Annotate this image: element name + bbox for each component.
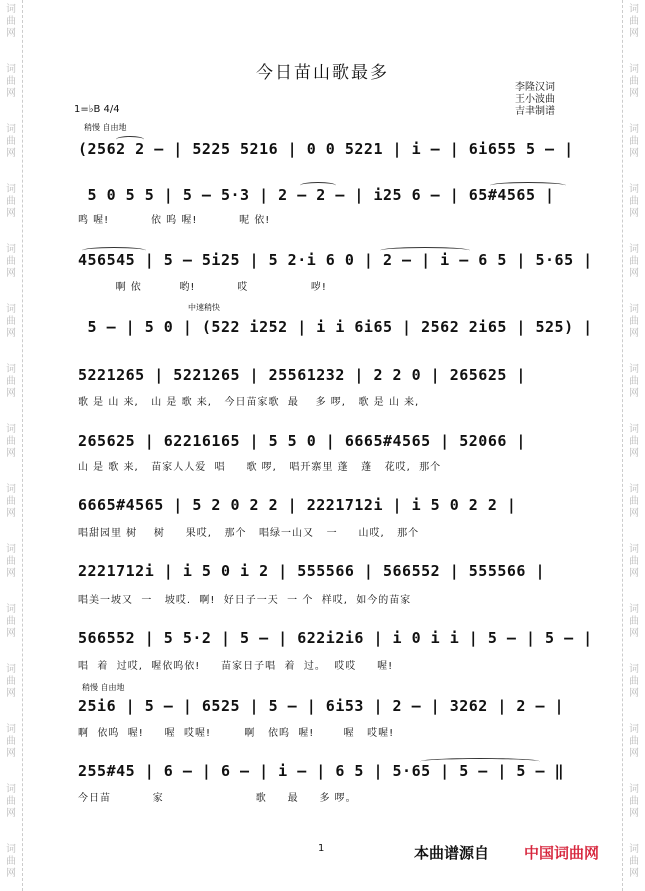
watermark-text: 词 曲 网 (629, 244, 639, 279)
watermark-text: 词 曲 网 (6, 424, 16, 459)
source-label: 本曲谱源自 (414, 844, 490, 862)
notation-row-1: (2562 2 – | 5225 5216 | 0 0 5221 | i – | 6i655 5 – | (78, 140, 574, 158)
notation-row-8: 2221712i | i 5 0 i 2 | 555566 | 566552 | 555566 | (78, 562, 546, 580)
watermark-text: 词 曲 网 (6, 64, 16, 99)
slur-mark (82, 247, 146, 254)
watermark-text: 词 曲 网 (6, 724, 16, 759)
watermark-text: 词 曲 网 (6, 604, 16, 639)
watermark-text: 词 曲 网 (6, 304, 16, 339)
watermark-text: 词 曲 网 (6, 244, 16, 279)
watermark-text: 词 曲 网 (629, 664, 639, 699)
watermark-text: 词 曲 网 (6, 544, 16, 579)
notation-row-3: 456545 | 5 – 5i25 | 5 2·i 6 0 | 2 – | i – 6 5 | 5·65 | (78, 251, 593, 269)
watermark-text: 词 曲 网 (6, 124, 16, 159)
page-number: 1 (318, 843, 325, 854)
watermark-text: 词 曲 网 (629, 4, 639, 39)
watermark-text: 词 曲 网 (629, 424, 639, 459)
watermark-text: 词 曲 网 (6, 364, 16, 399)
key-signature: 1=♭B 4/4 (74, 104, 120, 115)
lyrics-row-2: 鸣 喔! 依 呜 喔! 呢 依! (78, 215, 271, 226)
notation-row-10: 25i6 | 5 – | 6525 | 5 – | 6i53 | 2 – | 3262 | 2 – | (78, 697, 565, 715)
slur-mark (490, 182, 566, 189)
watermark-text: 词 曲 网 (629, 124, 639, 159)
watermark-text: 词 曲 网 (6, 4, 16, 39)
tempo-mark-middle: 中速稍快 (188, 303, 220, 312)
watermark-text: 词 曲 网 (629, 304, 639, 339)
watermark-text: 词 曲 网 (629, 484, 639, 519)
notation-row-11: 255#45 | 6 – | 6 – | i – | 6 5 | 5·65 | 5 – | 5 – ‖ (78, 762, 565, 780)
notation-row-6: 265625 | 62216165 | 5 5 0 | 6665#4565 | 52066 | (78, 432, 526, 450)
watermark-text: 词 曲 网 (629, 184, 639, 219)
slur-mark (300, 182, 336, 189)
watermark-text: 词 曲 网 (629, 544, 639, 579)
song-title: 今日苗山歌最多 (256, 63, 389, 83)
watermark-text: 词 曲 网 (6, 784, 16, 819)
lyrics-row-11: 今日苗 家 歌 最 多 啰。 (78, 793, 357, 804)
site-name[interactable]: 中国词曲网 (524, 844, 600, 862)
watermark-text: 词 曲 网 (629, 364, 639, 399)
lyricist-credit: 李隆汉词 (515, 82, 555, 93)
watermark-text: 词 曲 网 (6, 664, 16, 699)
watermark-text: 词 曲 网 (629, 844, 639, 879)
watermark-text: 词 曲 网 (629, 64, 639, 99)
lyrics-row-10: 啊 依呜 喔! 喔 哎喔! 啊 依呜 喔! 喔 哎喔! (78, 728, 395, 739)
lyrics-row-7: 唱甜园里 树 树 果哎, 那个 唱绿一山又 一 山哎, 那个 (78, 528, 420, 539)
lyrics-row-9: 唱 着 过哎, 喔依呜依! 苗家日子唱 着 过。 哎哎 喔! (78, 661, 394, 672)
notation-row-5: 5221265 | 5221265 | 25561232 | 2 2 0 | 265625 | (78, 366, 526, 384)
watermark-text: 词 曲 网 (6, 184, 16, 219)
notation-row-7: 6665#4565 | 5 2 0 2 2 | 2221712i | i 5 0 2 2 | (78, 496, 517, 514)
notation-row-4: 5 – | 5 0 | (522 i252 | i i 6i65 | 2562 2i65 | 525) | (78, 318, 593, 336)
credits (515, 82, 555, 118)
lyrics-row-5: 歌 是 山 来, 山 是 歌 来, 今日苗家歌 最 多 啰, 歌 是 山 来, (78, 397, 420, 408)
watermark-text: 词 曲 网 (629, 784, 639, 819)
slur-mark (380, 247, 470, 254)
slur-mark (420, 758, 540, 765)
transcriber-credit: 吉聿制谱 (515, 106, 555, 117)
lyrics-row-3: 啊 依 哟! 哎 哕! (78, 282, 327, 293)
watermark-text: 词 曲 网 (629, 604, 639, 639)
notation-row-9: 566552 | 5 5·2 | 5 – | 622i2i6 | i 0 i i | 5 – | 5 – | (78, 629, 593, 647)
watermark-text: 词 曲 网 (629, 724, 639, 759)
tempo-mark-intro: 稍慢 自由地 (84, 123, 127, 132)
watermark-text: 词 曲 网 (6, 844, 16, 879)
composer-credit: 王小波曲 (515, 94, 555, 105)
watermark-text: 词 曲 网 (6, 484, 16, 519)
lyrics-row-8: 唱美一坡又 一 坡哎. 啊! 好日子一天 一 个 样哎, 如今的苗家 (78, 595, 412, 606)
tempo-mark-ending: 稍慢 自由地 (82, 683, 125, 692)
notation-row-2: 5 0 5 5 | 5 – 5·3 | 2 – 2 – | i25 6 – | 65#4565 | (78, 186, 555, 204)
lyrics-row-6: 山 是 歌 来, 苗家人人爱 唱 歌 啰, 唱开寨里 蓬 蓬 花哎, 那个 (78, 462, 442, 473)
slur-mark (116, 136, 144, 143)
